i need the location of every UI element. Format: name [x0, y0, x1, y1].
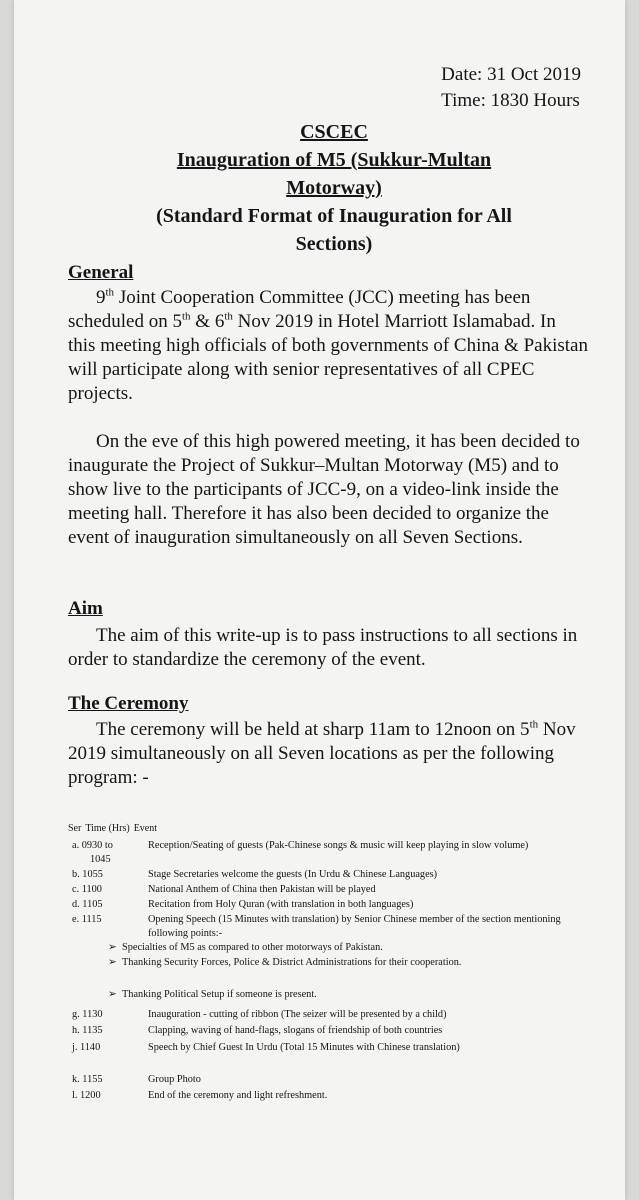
title-line-4: Sections) [295, 233, 373, 255]
date-line: Date: 31 Oct 2019 [441, 64, 581, 85]
aim-heading: Aim [68, 598, 103, 619]
p1-part-a: 9 [96, 287, 106, 308]
program-bullet-text: Thanking Political Setup if someone is present. [122, 989, 317, 1000]
p1-part-c: & 6 [190, 311, 225, 332]
program-row-time: l. 1200 [72, 1090, 101, 1101]
arrow-bullet-icon: ➢ [108, 942, 117, 953]
program-row-event: Group Photo [148, 1074, 201, 1085]
title-line-1: Inauguration of M5 (Sukkur-Multan [176, 149, 492, 171]
program-bullet-text: Specialties of M5 as compared to other motorways of Pakistan. [122, 942, 383, 953]
p1-sup-b: th [181, 310, 191, 323]
p1-part-d: Nov 2019 in Hotel Marriott Islamabad. In this meeting high officials of both governments of China & Pakistan will participate along with senior representatives of all CPEC projects. [68, 311, 588, 404]
program-row-event: Recitation from Holy Quran (with translation in both languages) [148, 899, 414, 910]
time-line: Time: 1830 Hours [441, 90, 580, 111]
program-row-time: d. 1105 [72, 899, 103, 910]
general-paragraph-1 [68, 286, 588, 406]
aim-paragraph: The aim of this write-up is to pass instructions to all sections in order to standardize the ceremony of the event. [68, 625, 578, 670]
program-row-event: Opening Speech (15 Minutes with translation) by Senior Chinese member of the section mentioning following points:- [148, 914, 561, 939]
program-row-event: National Anthem of China then Pakistan will be played [148, 884, 376, 895]
arrow-bullet-icon: ➢ [108, 957, 117, 968]
p1-part-b: Joint Cooperation Committee (JCC) meeting has been scheduled on 5 [68, 287, 531, 332]
p1-sup-a: th [105, 286, 115, 299]
ceremony-sup: th [529, 718, 539, 731]
program-row-time: a. 0930 to 1045 [72, 839, 122, 867]
program-row-time: c. 1100 [72, 884, 102, 895]
program-bullet-point [108, 941, 518, 955]
ceremony-heading: The Ceremony [68, 693, 189, 714]
program-row-time-end: 1045 [90, 854, 111, 865]
document-page [14, 0, 625, 1200]
program-row-time: h. 1135 [72, 1025, 103, 1036]
program-row-time: g. 1130 [72, 1009, 103, 1020]
program-row-time: b. 1055 [72, 869, 103, 880]
date-time-block [441, 62, 581, 114]
program-row-event: Reception/Seating of guests (Pak-Chinese songs & music will keep playing in slow volume) [148, 840, 529, 851]
program-row-event: Speech by Chief Guest In Urdu (Total 15 Minutes with Chinese translation) [148, 1042, 460, 1053]
program-bullet-text: Thanking Security Forces, Police & District Administrations for their cooperation. [122, 957, 462, 968]
ceremony-part-b: Nov 2019 simultaneously on all Seven locations as per the following program: - [68, 719, 576, 788]
document-title-block [74, 118, 594, 258]
program-bullet-point [108, 988, 518, 1002]
org-title: CSCEC [300, 121, 368, 143]
col-event: Event [133, 823, 158, 834]
title-line-3: (Standard Format of Inauguration for All [156, 205, 512, 227]
program-row-time: j. 1140 [72, 1042, 101, 1053]
program-bullet-point [108, 956, 518, 970]
ceremony-paragraph [68, 718, 588, 790]
title-line-2: Motorway) [286, 177, 382, 199]
program-row-time: k. 1155 [72, 1074, 103, 1085]
program-row-time: e. 1115 [72, 914, 102, 925]
general-heading: General [68, 262, 134, 283]
p1-sup-c: th [224, 310, 233, 323]
program-row-event: End of the ceremony and light refreshment. [148, 1090, 328, 1101]
ceremony-part-a: The ceremony will be held at sharp 11am to 12noon on 5 [96, 719, 530, 740]
program-row-event: Clapping, waving of hand-flags, slogans of friendship of both countries [148, 1025, 443, 1036]
col-ser: Ser [68, 823, 82, 834]
program-row-event: Inauguration - cutting of ribbon (The seizer will be presented by a child) [148, 1009, 447, 1020]
col-time: Time (Hrs) [85, 823, 130, 834]
program-row-event: Stage Secretaries welcome the guests (In Urdu & Chinese Languages) [148, 869, 438, 880]
arrow-bullet-icon: ➢ [108, 989, 117, 1000]
program-table-header [68, 823, 161, 834]
general-paragraph-2: On the eve of this high powered meeting, it has been decided to inaugurate the Project of Sukkur–Multan Motorway (M5) and to show live to the participants of JCC-9, on a video-link inside the meeting hall. Therefore it has also been decided to organize the event of inauguration simultaneously on all Seven Sections. [68, 431, 580, 548]
